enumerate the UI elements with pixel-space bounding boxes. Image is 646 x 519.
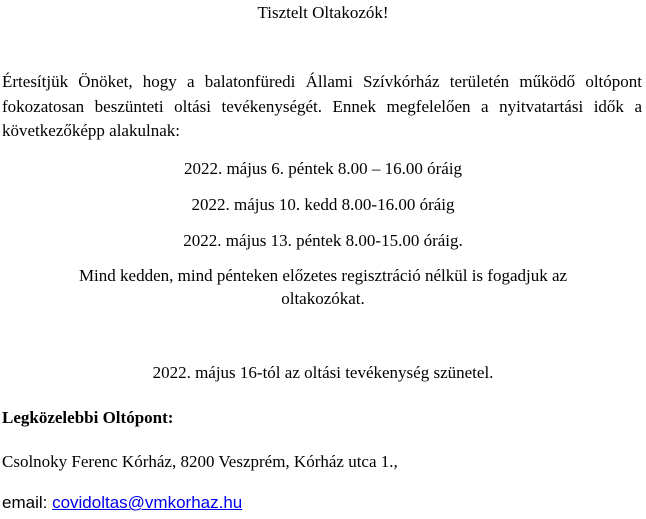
walk-in-text-line1: Mind kedden, mind pénteken előzetes regisztráció nélkül is fogadjuk az bbox=[78, 266, 568, 285]
email-label: email: bbox=[2, 493, 53, 512]
intro-paragraph: Értesítjük Önöket, hogy a balatonfüredi Állami Szívkórház területén működő oltópont fokozatosan beszünteti oltási tevékenységét. Ennek megfelelően a nyitvatartási idők a következőképp alakulnak: bbox=[2, 72, 642, 140]
schedule-item-2: 2022. május 10. kedd 8.00-16.00 óráig bbox=[191, 195, 455, 214]
schedule-item-1: 2022. május 6. péntek 8.00 – 16.00 óráig bbox=[183, 159, 463, 178]
schedule-item-3: 2022. május 13. péntek 8.00-15.00 óráig. bbox=[183, 231, 463, 250]
greeting-heading: Tisztelt Oltakozók! bbox=[257, 3, 389, 22]
walk-in-text-line2: oltakozókat. bbox=[281, 289, 365, 308]
nearest-vaccination-heading: Legközelebbi Oltópont: bbox=[2, 408, 174, 427]
email-link[interactable]: covidoltas@vmkorhaz.hu bbox=[52, 493, 243, 512]
email-line bbox=[2, 493, 642, 513]
nearest-vaccination-address: Csolnoky Ferenc Kórház, 8200 Veszprém, Kórház utca 1., bbox=[2, 452, 398, 471]
suspension-notice: 2022. május 16-tól az oltási tevékenység szünetel. bbox=[152, 363, 494, 382]
